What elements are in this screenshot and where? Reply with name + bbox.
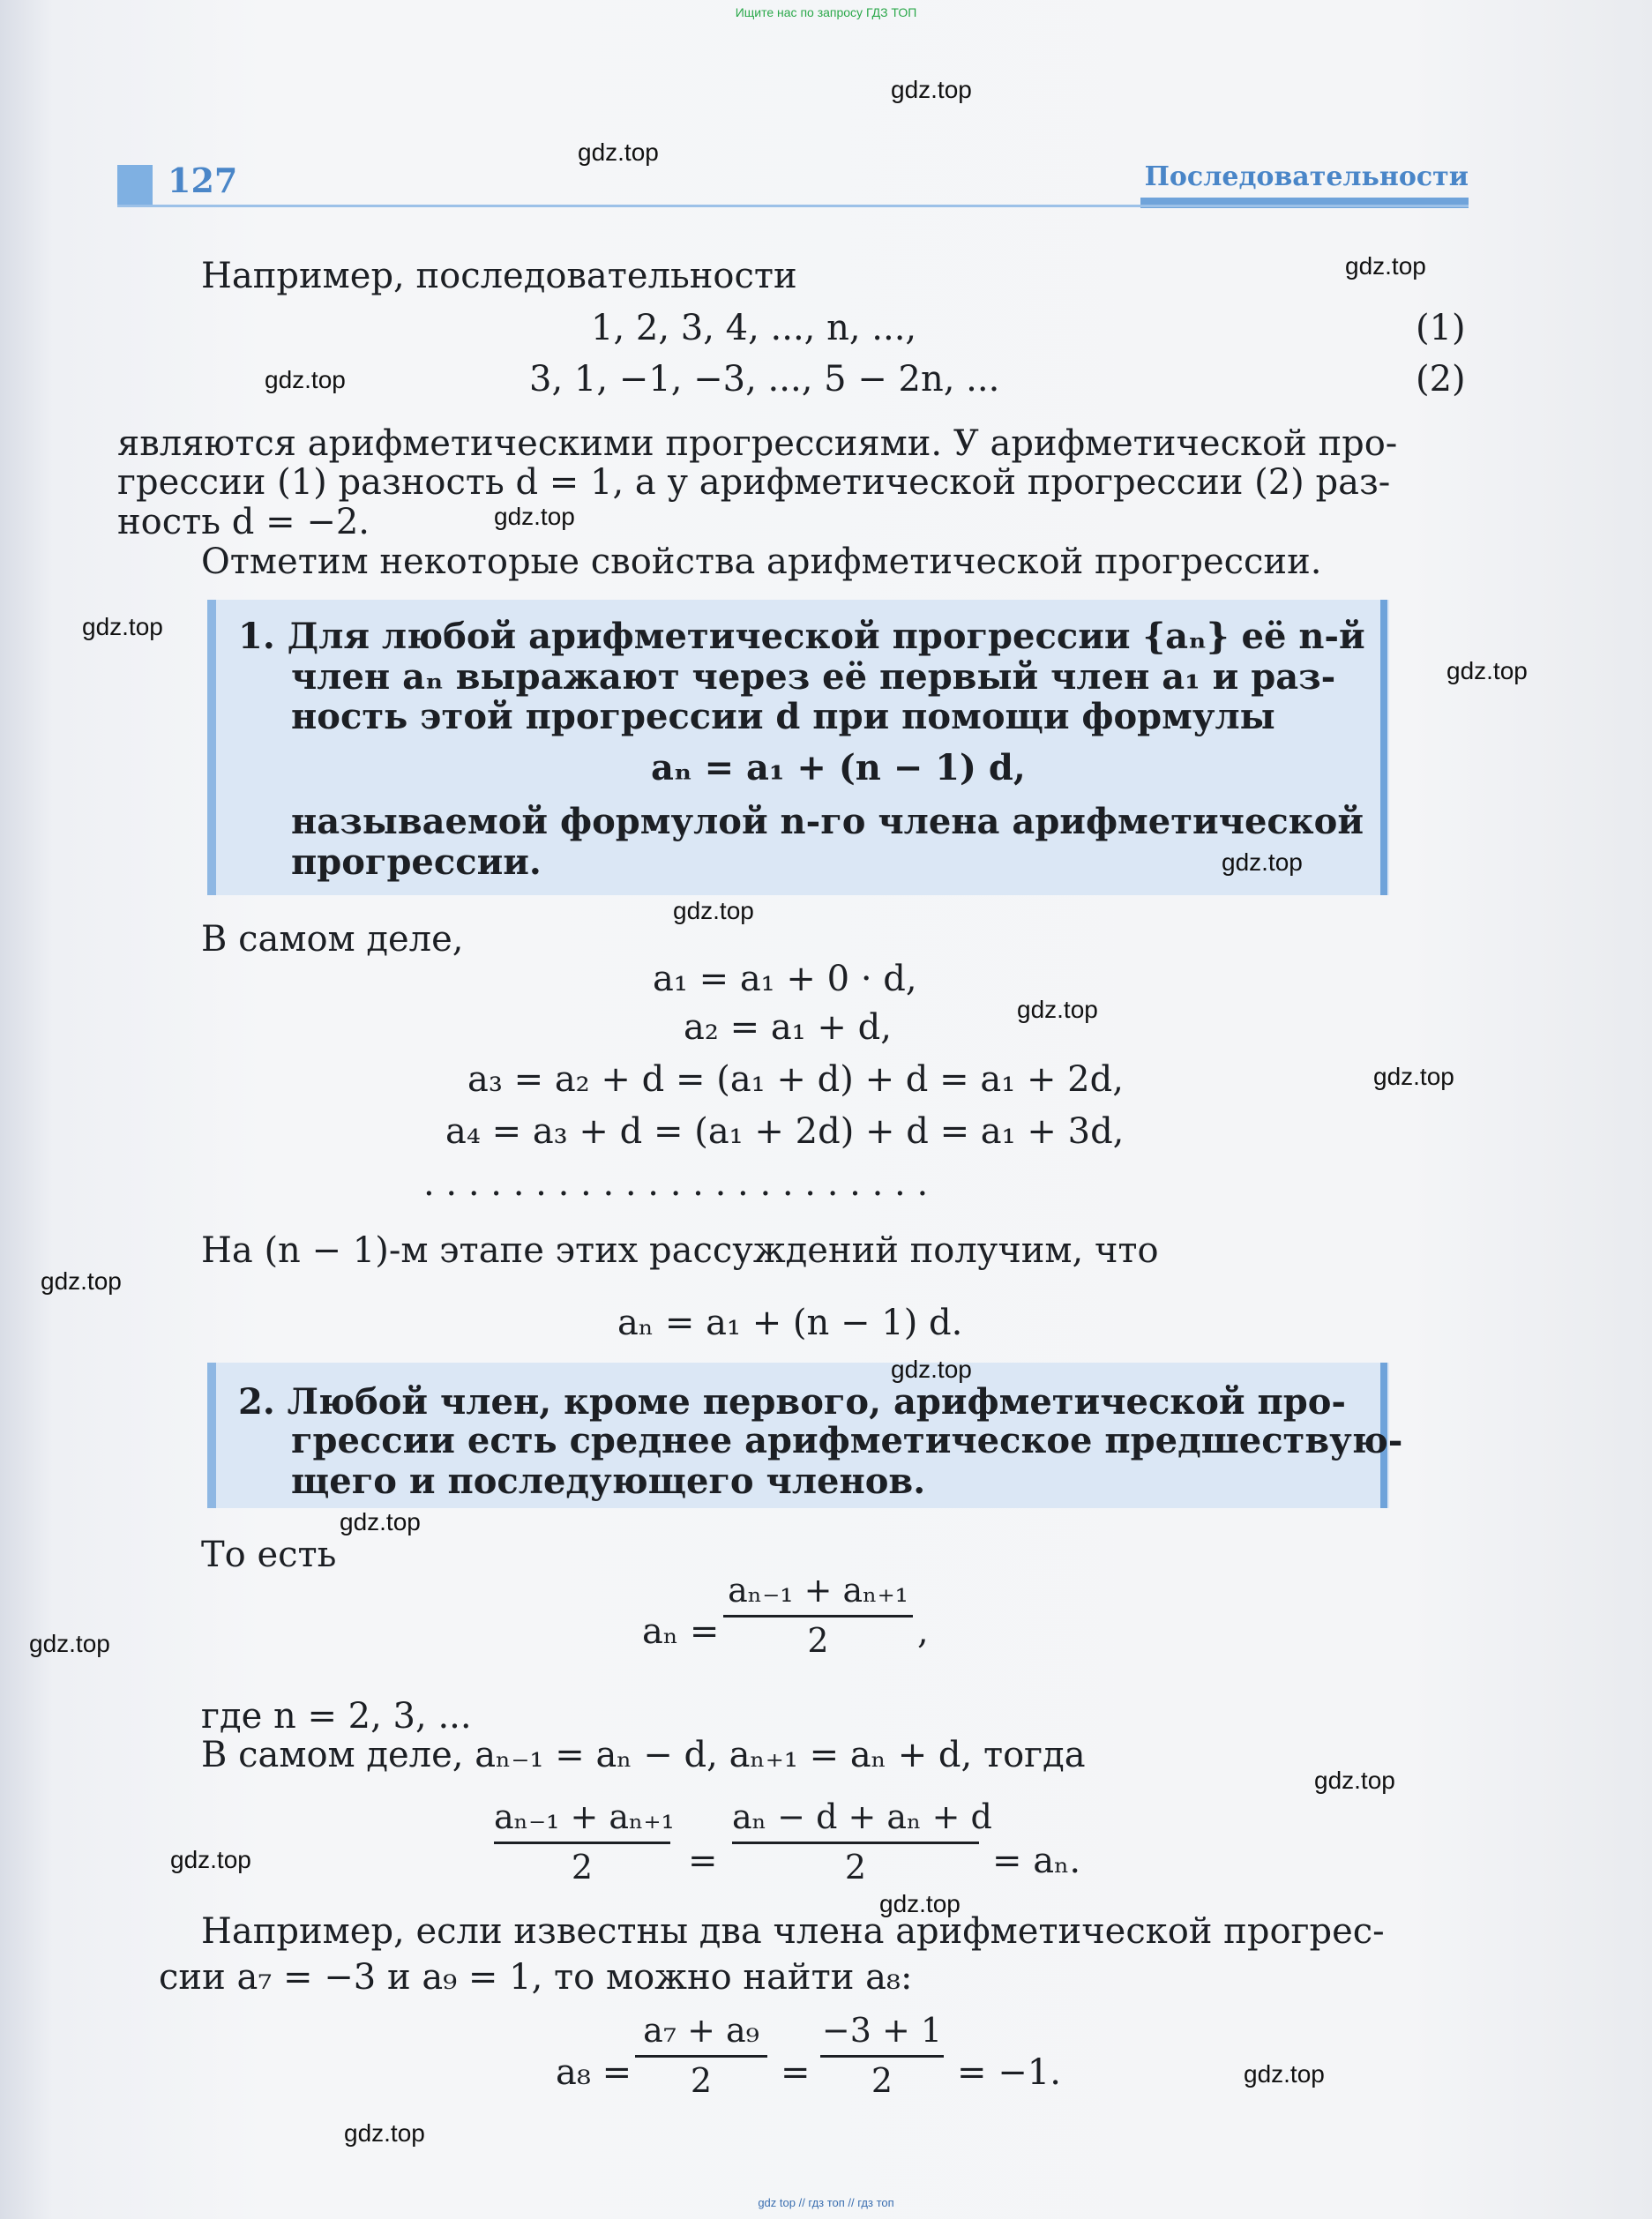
- sequence-2-number: (2): [1416, 359, 1466, 400]
- identity-denominator-2: 2: [844, 1847, 867, 1887]
- identity-fraction-1: [494, 1797, 675, 1887]
- top-banner[interactable]: Ищите нас по запросу ГДЗ ТОП: [735, 5, 917, 19]
- watermark: gdz.top: [1222, 848, 1303, 876]
- watermark: gdz.top: [578, 138, 659, 166]
- property-1-line: прогрессии.: [291, 841, 542, 883]
- fraction-bar: [820, 2055, 944, 2058]
- property-2-line: 2. Любой член, кроме первого, арифметической про-: [238, 1381, 1346, 1423]
- watermark: gdz.top: [879, 1890, 961, 1917]
- paragraph-line: являются арифметическими прогрессиями. У арифметической про-: [117, 423, 1398, 464]
- watermark: gdz.top: [891, 76, 972, 103]
- watermark: gdz.top: [1244, 2060, 1325, 2088]
- watermark: gdz.top: [340, 1508, 421, 1535]
- header-accent-block: [117, 165, 153, 205]
- example-fraction-2: [820, 2013, 944, 2100]
- step-n-text: На (n − 1)-м этапе этих рассуждений получим, что: [201, 1230, 1159, 1271]
- property-1-line: называемой формулой n-го члена арифметической: [291, 801, 1364, 842]
- property-1-line: ность этой прогрессии d при помощи формулы: [291, 696, 1275, 737]
- indeed-text: В самом деле, aₙ₋₁ = aₙ − d, aₙ₊₁ = aₙ + d, тогда: [201, 1735, 1086, 1775]
- watermark: gdz.top: [82, 613, 163, 640]
- example-denominator-1: 2: [690, 2060, 713, 2100]
- watermark: gdz.top: [891, 1356, 972, 1383]
- paragraph-line: грессии (1) разность d = 1, а у арифметической прогрессии (2) раз-: [117, 462, 1391, 503]
- sequence-1: 1, 2, 3, 4, ..., n, ...,: [591, 308, 917, 348]
- nth-term-formula: aₙ = a₁ + (n − 1) d,: [651, 747, 1026, 788]
- proof-intro: В самом деле,: [201, 919, 464, 960]
- equation-a3: a₃ = a₂ + d = (a₁ + d) + d = a₁ + 2d,: [467, 1059, 1124, 1100]
- header-rule: [117, 205, 1469, 207]
- equation-a1: a₁ = a₁ + 0 · d,: [653, 959, 917, 999]
- property-1-line: 1. Для любой арифметической прогрессии {aₙ} её n-й: [238, 616, 1365, 657]
- example-line: сии a₇ = −3 и a₉ = 1, то можно найти a₈:: [159, 1957, 913, 1998]
- page-number: 127: [168, 161, 238, 200]
- example-lhs: a₈ =: [556, 2052, 632, 2093]
- example-fraction-1: [635, 2013, 767, 2100]
- watermark: gdz.top: [265, 366, 346, 393]
- watermark: gdz.top: [673, 897, 754, 924]
- identity-tail: = aₙ.: [992, 1841, 1081, 1881]
- watermark: gdz.top: [1446, 657, 1528, 684]
- intro-text: Например, последовательности: [201, 256, 797, 296]
- bottom-banner: gdz top // гдз топ // гдз топ: [758, 2196, 894, 2209]
- that-is-text: То есть: [201, 1535, 337, 1575]
- section-title: Последовательности: [1144, 161, 1469, 192]
- identity-denominator-1: 2: [571, 1847, 594, 1887]
- mean-comma: ,: [917, 1611, 929, 1652]
- where-text: где n = 2, 3, ...: [201, 1696, 472, 1737]
- sequence-2: 3, 1, −1, −3, ..., 5 − 2n, ...: [529, 359, 1000, 400]
- fraction-bar: [723, 1615, 913, 1618]
- example-numerator-1: a₇ + a₉: [643, 2011, 759, 2050]
- equation-a2: a₂ = a₁ + d,: [684, 1007, 892, 1048]
- watermark: gdz.top: [41, 1267, 122, 1295]
- watermark: gdz.top: [1017, 996, 1098, 1023]
- ellipsis-row: . . . . . . . . . . . . . . . . . . . . . . .: [423, 1163, 929, 1204]
- equation-an: aₙ = a₁ + (n − 1) d.: [617, 1303, 963, 1343]
- identity-numerator-2: aₙ − d + aₙ + d: [732, 1797, 992, 1836]
- watermark: gdz.top: [344, 2119, 425, 2147]
- property-1-line: член aₙ выражают через её первый член a₁ и раз-: [291, 656, 1336, 698]
- identity-numerator-1: aₙ₋₁ + aₙ₊₁: [494, 1797, 675, 1836]
- mean-denominator: 2: [807, 1620, 829, 1660]
- example-denominator-2: 2: [871, 2060, 893, 2100]
- example-result: = −1.: [957, 2052, 1061, 2093]
- fraction-bar: [494, 1842, 670, 1844]
- watermark: gdz.top: [1314, 1767, 1395, 1794]
- paragraph-line: ность d = −2.: [117, 502, 370, 542]
- watermark: gdz.top: [170, 1846, 251, 1873]
- properties-intro: Отметим некоторые свойства арифметической прогрессии.: [201, 542, 1322, 582]
- fraction-bar: [732, 1842, 979, 1844]
- property-2-line: щего и последующего членов.: [291, 1461, 926, 1502]
- fraction-bar: [635, 2055, 767, 2058]
- example-numerator-2: −3 + 1: [821, 2011, 943, 2050]
- property-2-line: грессии есть среднее арифметическое предшествую-: [291, 1420, 1403, 1461]
- mean-fraction: [723, 1573, 913, 1660]
- identity-fraction-2: [732, 1797, 992, 1887]
- sequence-1-number: (1): [1416, 308, 1466, 348]
- property-1-box-edge: [1380, 600, 1387, 895]
- mean-numerator: aₙ₋₁ + aₙ₊₁: [728, 1571, 908, 1610]
- watermark: gdz.top: [1345, 252, 1426, 280]
- equals-sign: =: [781, 2052, 811, 2093]
- example-line: Например, если известны два члена арифметической прогрес-: [201, 1911, 1385, 1952]
- watermark: gdz.top: [29, 1630, 110, 1657]
- watermark: gdz.top: [494, 503, 575, 530]
- mean-lhs: aₙ =: [642, 1611, 720, 1652]
- watermark: gdz.top: [1373, 1063, 1454, 1090]
- equation-a4: a₄ = a₃ + d = (a₁ + 2d) + d = a₁ + 3d,: [445, 1111, 1125, 1152]
- equals-sign: =: [688, 1841, 718, 1881]
